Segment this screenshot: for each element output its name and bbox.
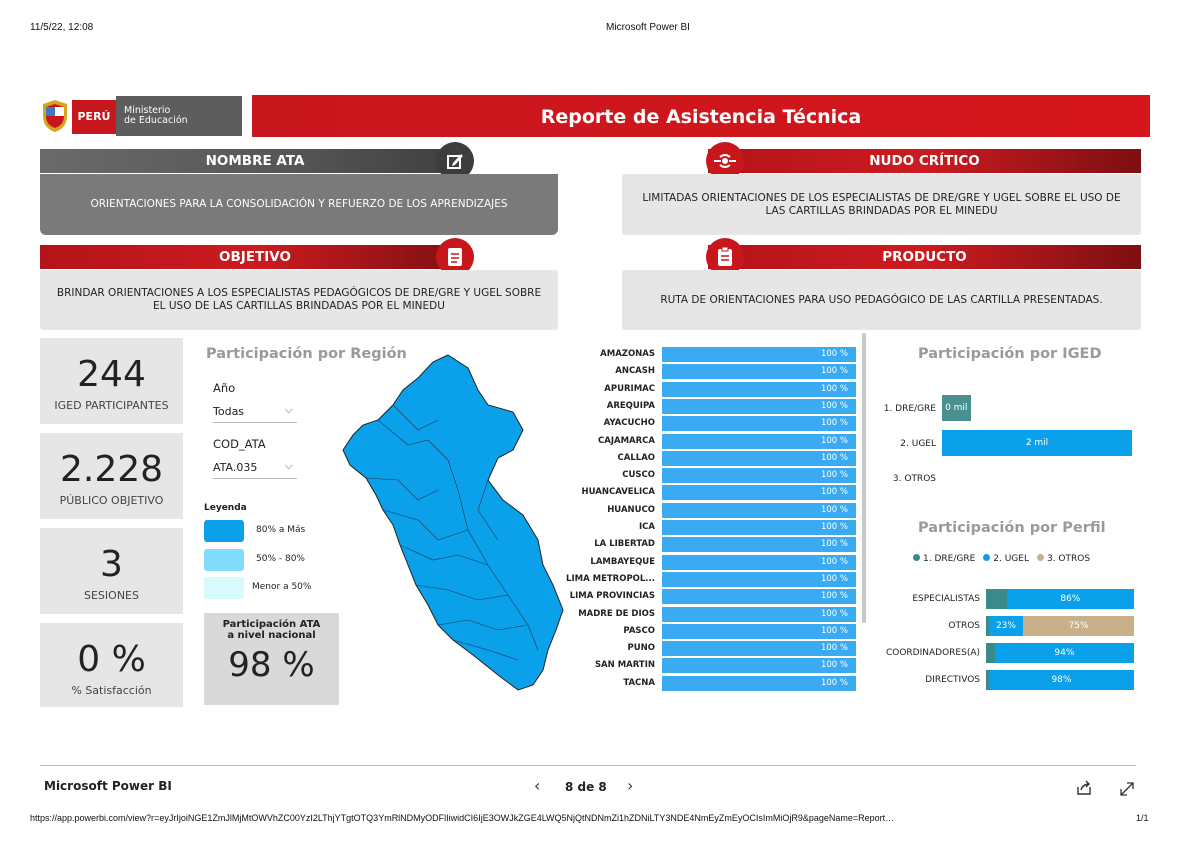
region-bar-value: 100 %: [820, 677, 848, 688]
perfil-bar-segment[interactable]: [986, 589, 1007, 609]
region-bar-row[interactable]: [570, 676, 860, 692]
region-bar-value: 100 %: [820, 435, 848, 446]
kpi-satisfaccion: [40, 623, 183, 707]
region-bar: [662, 658, 856, 673]
perfil-bar-segment[interactable]: [1007, 589, 1134, 609]
region-bar-value: 100 %: [820, 487, 848, 498]
region-bar-label: LIMA METROPOL...: [566, 573, 655, 584]
legend-dot-icon: [913, 554, 920, 561]
perfil-legend-label: 3. OTROS: [1046, 554, 1091, 564]
region-bar-row[interactable]: [570, 364, 860, 380]
region-bar: [662, 589, 856, 604]
region-bar-label: LIMA PROVINCIAS: [569, 591, 655, 602]
region-bar-value: 100 %: [820, 470, 848, 481]
region-bar-row[interactable]: [570, 347, 860, 363]
region-bar-row[interactable]: [566, 572, 860, 588]
region-bar-row[interactable]: [570, 503, 860, 519]
kpi-label: SESIONES: [84, 589, 139, 602]
print-datetime: 11/5/22, 12:08: [30, 22, 94, 33]
region-bar-label: PASCO: [623, 625, 655, 636]
nombre-ata-header-label: NOMBRE ATA: [205, 153, 305, 169]
region-bar-value: 100 %: [820, 400, 848, 411]
national-label-2: a nivel nacional: [227, 630, 316, 641]
kpi-value: 2.228: [59, 449, 164, 490]
region-bar-value: 100 %: [820, 452, 848, 463]
perfil-bar-label: COORDINADORES(A): [885, 648, 980, 658]
chevron-down-icon: ⌵: [284, 459, 293, 472]
perfil-bar-label: DIRECTIVOS: [925, 675, 980, 685]
region-bar-label: APURIMAC: [604, 383, 655, 394]
logo-ministry-line1: Ministerio: [124, 105, 171, 116]
region-bar-value: 100 %: [820, 573, 848, 584]
kpi-iged-participantes: [40, 338, 183, 424]
perfil-bar-segment[interactable]: [995, 643, 1134, 663]
perfil-bar-label: ESPECIALISTAS: [912, 594, 980, 604]
fullscreen-icon[interactable]: [1118, 780, 1136, 798]
region-bar: [662, 399, 856, 414]
perfil-bar-label: OTROS: [948, 621, 980, 631]
iged-bar-label: 3. OTROS: [892, 474, 936, 484]
region-bar: [662, 382, 856, 397]
iged-chart-title: Participación por IGED: [918, 346, 1102, 362]
region-bar-value: 100 %: [820, 660, 848, 671]
producto-header: [708, 245, 1141, 269]
logo-country: PERÚ: [72, 100, 116, 134]
region-bar-row[interactable]: [570, 624, 860, 640]
kpi-value: 3: [100, 544, 123, 585]
region-bar-value: 100 %: [820, 349, 848, 359]
iged-bar-chart: [874, 395, 1144, 495]
region-chart-title: Participación por Región: [206, 346, 407, 362]
nudo-critico-text: LIMITADAS ORIENTACIONES DE LOS ESPECIALISTAS DE DRE/GRE Y UGEL SOBRE EL USO DE LAS CARTILLAS BRINDADAS POR EL MINEDU: [622, 174, 1141, 235]
legend-label: Menor a 50%: [252, 582, 312, 592]
region-bar-row[interactable]: [570, 589, 860, 605]
producto-header-label: PRODUCTO: [882, 249, 967, 265]
region-bar-label: SAN MARTIN: [594, 660, 655, 671]
ata-filter-dropdown[interactable]: [213, 457, 297, 479]
region-bar-label: ANCASH: [615, 366, 655, 377]
iged-bar[interactable]: [942, 430, 1132, 456]
producto-text: RUTA DE ORIENTACIONES PARA USO PEDAGÓGICO DE LAS CARTILLA PRESENTADAS.: [622, 270, 1141, 330]
region-bar: [662, 641, 856, 656]
region-bar-label: HUANUCO: [607, 504, 655, 515]
region-chart-scrollbar[interactable]: [862, 333, 866, 623]
year-filter-label: Año: [213, 381, 236, 395]
legend-swatch-mid: [204, 549, 244, 571]
region-bar: [662, 572, 856, 587]
region-bar: [662, 468, 856, 483]
perfil-bar-value: 86%: [1060, 594, 1081, 604]
region-bar: [662, 607, 856, 622]
region-bar-value: 100 %: [820, 522, 848, 532]
region-bar-value: 100 %: [820, 643, 848, 654]
peru-shield-icon: [40, 98, 70, 134]
legend-swatch-low: [204, 577, 244, 599]
region-bar-label: LA LIBERTAD: [594, 539, 655, 550]
region-bar: [662, 503, 856, 518]
perfil-bar-segment[interactable]: [1023, 616, 1134, 636]
legend-swatch-high: [204, 520, 244, 542]
perfil-bar-value: 98%: [1051, 675, 1072, 685]
region-bar: [662, 537, 856, 552]
region-bar-chart: [566, 347, 860, 705]
region-bar-label: AMAZONAS: [600, 349, 655, 359]
legend-title: Leyenda: [204, 503, 247, 513]
nombre-ata-text: ORIENTACIONES PARA LA CONSOLIDACIÓN Y REFUERZO DE LOS APRENDIZAJES: [40, 174, 558, 235]
region-bar-label: CUSCO: [622, 470, 655, 481]
iged-bar-label: 2. UGEL: [900, 439, 936, 449]
region-bar-label: CAJAMARCA: [598, 435, 655, 446]
perfil-bar-segment[interactable]: [989, 670, 1134, 690]
region-bar: [662, 451, 856, 466]
region-bar-row[interactable]: [570, 451, 860, 467]
share-icon[interactable]: [1075, 780, 1093, 796]
ata-filter-value: ATA.035: [213, 461, 258, 474]
region-bar-label: AREQUIPA: [606, 400, 655, 411]
footer-url: https://app.powerbi.com/view?r=eyJrIjoiNGE1ZmJlMjMtOWVhZC00YzI2LThjYTgtOTQ3YmRlNDMyODFlIiwidCI6IjE3OWJkZGE4LWQ5NjQtNDNmZi1hZDNiLTY3NDE4NmEyZmEyOCIsImMiOjR9&pageName=Report…: [30, 813, 895, 823]
iged-bar-value: 0 mil: [945, 403, 968, 413]
kpi-sesiones: [40, 528, 183, 614]
prev-page-button[interactable]: ‹: [534, 776, 541, 795]
perfil-legend: [913, 554, 1090, 564]
logo-ministry: [116, 96, 242, 136]
region-bar-label: PUNO: [627, 643, 655, 654]
iged-bar-value: 2 mil: [1025, 438, 1049, 448]
region-bar-label: AYACUCHO: [603, 418, 655, 429]
nudo-critico-header: [708, 149, 1141, 173]
chevron-down-icon: ⌵: [284, 403, 293, 416]
footer-divider: [40, 765, 1136, 766]
national-label-1: Participación ATA: [222, 619, 321, 630]
region-bar-value: 100 %: [820, 504, 848, 515]
region-bar: [662, 555, 856, 570]
region-bar: [662, 520, 856, 535]
region-bar: [662, 485, 856, 500]
legend-label: 80% a Más: [256, 525, 306, 535]
region-bar-value: 100 %: [820, 591, 848, 602]
region-bar-row[interactable]: [570, 520, 860, 536]
kpi-label: PÚBLICO OBJETIVO: [59, 494, 164, 507]
perfil-bar-value: 23%: [995, 621, 1016, 631]
year-filter-value: Todas: [213, 405, 245, 418]
region-bar-value: 100 %: [820, 539, 848, 550]
region-bar-row[interactable]: [570, 658, 860, 674]
region-bar-row[interactable]: [570, 416, 860, 432]
region-bar: [662, 364, 856, 379]
national-participation-card: [204, 613, 339, 705]
footer-page-count: 1/1: [1136, 813, 1149, 823]
perfil-bar-segment[interactable]: [989, 616, 1023, 636]
region-bar-label: CALLAO: [617, 452, 655, 463]
region-bar-value: 100 %: [820, 608, 848, 619]
region-bar-row[interactable]: [570, 468, 860, 484]
kpi-label: % Satisfacción: [71, 684, 152, 697]
kpi-value: 0 %: [77, 639, 146, 680]
region-bar-value: 100 %: [820, 556, 848, 567]
print-title: Microsoft Power BI: [606, 22, 690, 33]
peru-map[interactable]: [338, 350, 568, 700]
perfil-legend-item: [913, 554, 975, 564]
region-bar: [662, 676, 856, 691]
logo-ministry-line2: de Educación: [124, 115, 188, 126]
region-bar-row[interactable]: [570, 434, 860, 450]
region-bar: [662, 347, 856, 362]
year-filter-dropdown[interactable]: [213, 401, 297, 423]
objetivo-text: BRINDAR ORIENTACIONES A LOS ESPECIALISTAS PEDAGÓGICOS DE DRE/GRE Y UGEL SOBRE EL USO DE LAS CARTILLAS BRINDADAS POR EL MINEDU: [40, 270, 558, 330]
region-bar-row[interactable]: [570, 485, 860, 501]
region-bar: [662, 624, 856, 639]
perfil-legend-item: [1037, 554, 1090, 564]
next-page-button[interactable]: ›: [627, 776, 634, 795]
kpi-value: 244: [77, 354, 146, 395]
region-bar-value: 100 %: [820, 383, 848, 394]
peru-map-shape: [343, 355, 563, 690]
region-bar-label: HUANCAVELICA: [581, 487, 655, 498]
perfil-bar-chart: [874, 589, 1144, 699]
region-bar-row[interactable]: [570, 641, 860, 657]
region-bar-value: 100 %: [820, 418, 848, 429]
region-bar-label: ICA: [639, 522, 655, 532]
perfil-bar-value: 75%: [1068, 621, 1089, 631]
perfil-bar-segment[interactable]: [986, 643, 995, 663]
nudo-critico-header-label: NUDO CRÍTICO: [869, 153, 980, 169]
legend-label: 50% - 80%: [256, 554, 305, 564]
region-bar-label: TACNA: [623, 677, 655, 688]
objetivo-header: [40, 245, 470, 269]
perfil-legend-label: 2. UGEL: [993, 554, 1029, 564]
region-bar: [662, 434, 856, 449]
region-bar: [662, 416, 856, 431]
report-title: Reporte de Asistencia Técnica: [252, 95, 1150, 137]
ata-filter-label: COD_ATA: [213, 437, 266, 451]
region-bar-row[interactable]: [570, 607, 860, 623]
region-bar-row[interactable]: [570, 537, 860, 553]
kpi-label: IGED PARTICIPANTES: [54, 399, 169, 412]
iged-bar-label: 1. DRE/GRE: [883, 404, 936, 414]
perfil-chart-title: Participación por Perfil: [918, 520, 1106, 536]
region-bar-row[interactable]: [570, 555, 860, 571]
region-bar-row[interactable]: [570, 399, 860, 415]
national-value: 98 %: [228, 645, 315, 685]
perfil-legend-item: [983, 554, 1029, 564]
iged-bar[interactable]: [942, 395, 971, 421]
legend-dot-icon: [1037, 554, 1044, 561]
perfil-bar-value: 94%: [1054, 648, 1075, 658]
region-bar-label: MADRE DE DIOS: [578, 608, 655, 619]
perfil-legend-label: 1. DRE/GRE: [923, 554, 976, 564]
footer-app-name: Microsoft Power BI: [44, 779, 172, 793]
page-indicator: 8 de 8: [565, 780, 607, 794]
region-bar-label: LAMBAYEQUE: [590, 556, 655, 567]
objetivo-header-label: OBJETIVO: [219, 249, 291, 265]
legend-dot-icon: [983, 554, 990, 561]
region-bar-value: 100 %: [820, 366, 848, 377]
nombre-ata-header: [40, 149, 470, 173]
region-bar-row[interactable]: [570, 382, 860, 398]
kpi-publico-objetivo: [40, 433, 183, 519]
region-bar-value: 100 %: [820, 625, 848, 636]
